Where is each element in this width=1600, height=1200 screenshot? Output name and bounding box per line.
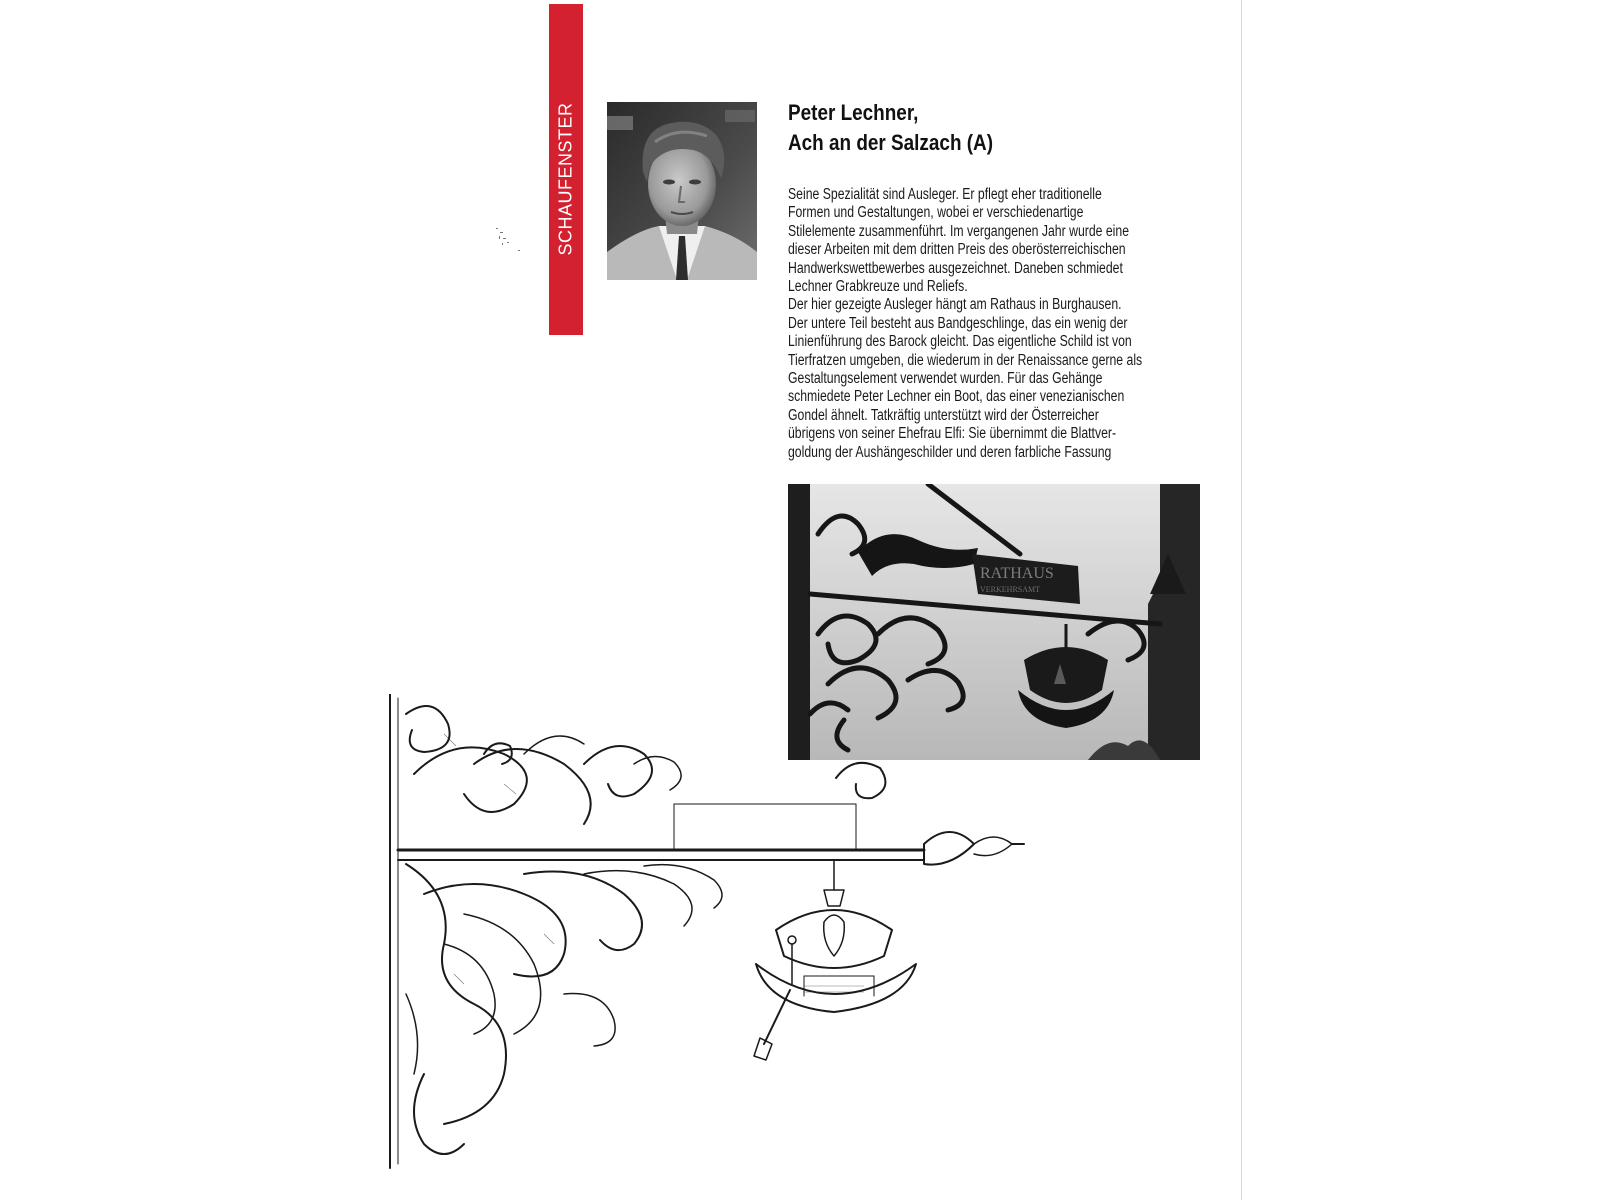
body-line: übrigens von seiner Ehefrau Elfi: Sie übernimmt die Blattver- bbox=[788, 425, 1117, 443]
section-tab bbox=[549, 4, 583, 335]
body-line: Formen und Gestaltungen, wobei er verschiedenartige bbox=[788, 204, 1084, 222]
portrait-photo bbox=[607, 102, 757, 280]
body-line: Gestaltungselement verwendet wurden. Für das Gehänge bbox=[788, 370, 1103, 388]
body-line: schmiedete Peter Lechner ein Boot, das einer venezianischen bbox=[788, 388, 1125, 406]
section-label: SCHAUFENSTER bbox=[555, 102, 576, 256]
body-line: Linienführung des Barock gleicht. Das eigentliche Schild ist von bbox=[788, 333, 1132, 351]
body-line: Der hier gezeigte Ausleger hängt am Rathaus in Burghausen. bbox=[788, 296, 1122, 314]
body-line: Handwerkswettbewerbes ausgezeichnet. Daneben schmiedet bbox=[788, 259, 1123, 277]
article-title bbox=[788, 98, 993, 158]
body-line: Gondel ähnelt. Tatkräftig unterstützt wird der Österreicher bbox=[788, 406, 1099, 424]
page-edge bbox=[1241, 0, 1242, 1200]
body-line: Tierfratzen umgeben, die wiederum in der Renaissance gerne als bbox=[788, 351, 1143, 369]
article-title-line-2: Ach an der Salzach (A) bbox=[788, 130, 994, 155]
sign-text-verkehrsamt: VERKEHRSAMT bbox=[980, 585, 1041, 594]
body-line: dieser Arbeiten mit dem dritten Preis des oberösterreichischen bbox=[788, 241, 1126, 259]
body-line: Lechner Grabkreuze und Reliefs. bbox=[788, 278, 968, 296]
body-line: Seine Spezialität sind Ausleger. Er pflegt eher traditionelle bbox=[788, 186, 1102, 203]
body-line: Der untere Teil besteht aus Bandgeschlinge, das ein wenig der bbox=[788, 314, 1128, 332]
portrait-photo-icon bbox=[607, 102, 757, 280]
sign-text-rathaus: RATHAUS bbox=[980, 565, 1054, 582]
article-body bbox=[788, 186, 1199, 462]
article-title-line-1: Peter Lechner, bbox=[788, 100, 919, 125]
ornament-bracket-drawing bbox=[384, 694, 1044, 1174]
scan-specks bbox=[494, 226, 530, 256]
body-line: goldung der Aushängeschilder und deren farbliche Fassung bbox=[788, 443, 1112, 461]
ornament-drawing-icon bbox=[384, 694, 1044, 1174]
body-line: Stilelemente zusammenführt. Im vergangenen Jahr wurde eine bbox=[788, 222, 1130, 240]
